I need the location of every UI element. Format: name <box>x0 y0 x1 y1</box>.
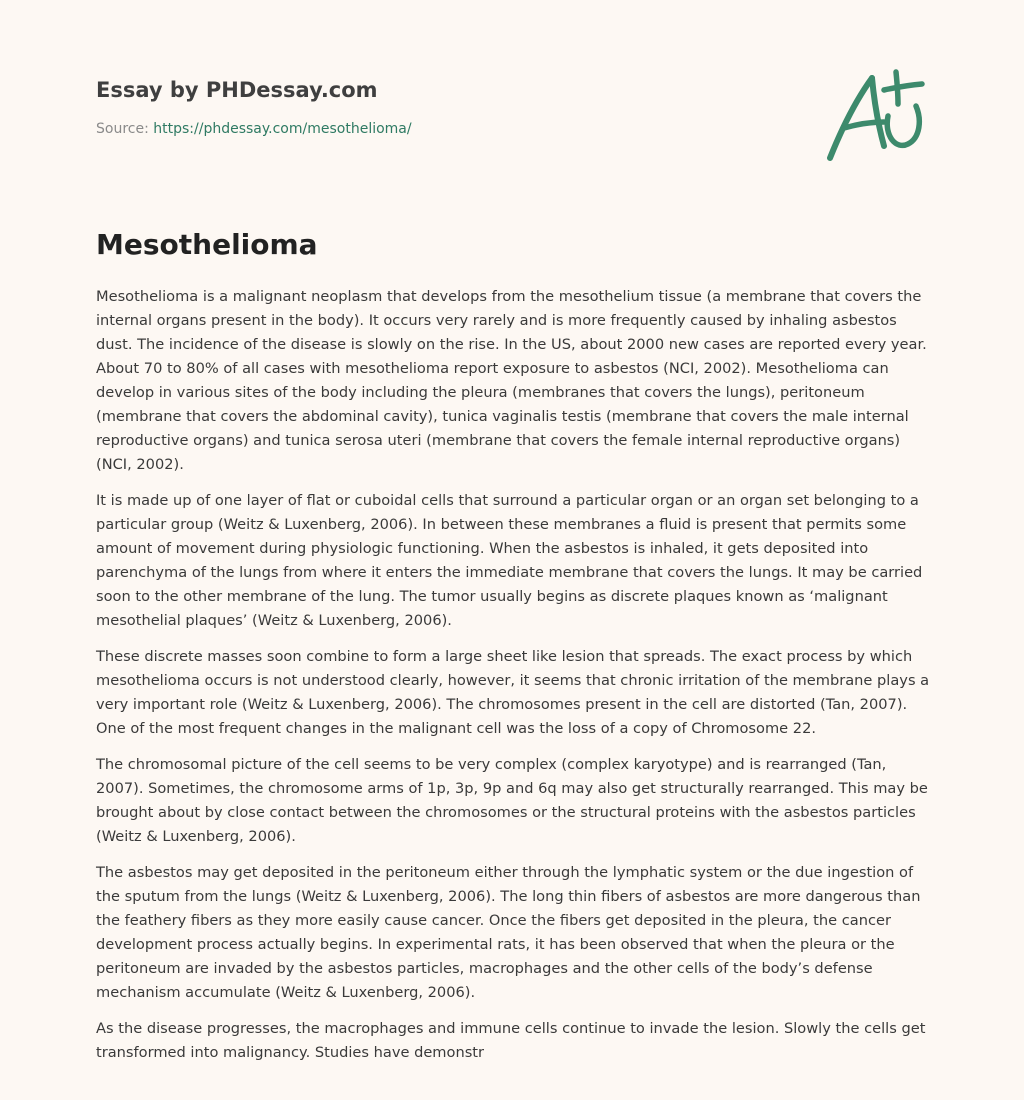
article-body <box>96 285 932 1077</box>
article-paragraph: Mesothelioma is a malignant neoplasm that develops from the mesothelium tissue (a membrane that covers the internal organs present in the body). It occurs very rarely and is more frequently caused by inhaling asbestos dust. The incidence of the disease is slowly on the rise. In the US, about 2000 new cases are reported every year. About 70 to 80% of all cases with mesothelioma report exposure to asbestos (NCI, 2002). Mesothelioma can develop in various sites of the body including the pleura (membranes that covers the lungs), peritoneum (membrane that covers the abdominal cavity), tunica vaginalis testis (membrane that covers the male internal reproductive organs) and tunica serosa uteri (membrane that covers the female internal reproductive organs) (NCI, 2002). <box>96 288 927 473</box>
article-paragraph: The chromosomal picture of the cell seems to be very complex (complex karyotype) and is rearranged (Tan, 2007). Sometimes, the chromosome arms of 1p, 3p, 9p and 6q may also get structurally rearranged. This may be brought about by close contact between the chromosomes or the structural proteins with the asbestos particles (Weitz & Luxenberg, 2006). <box>96 756 928 845</box>
article-paragraph: As the disease progresses, the macrophages and immune cells continue to invade the lesion. Slowly the cells get transformed into malignancy. Studies have demonstr <box>96 1020 926 1061</box>
source-line <box>96 119 928 139</box>
page-header <box>96 76 928 139</box>
source-link[interactable]: https://phdessay.com/mesothelioma/ <box>153 121 412 137</box>
article-paragraph: The asbestos may get deposited in the peritoneum either through the lymphatic system or the due ingestion of the sputum from the lungs (Weitz & Luxenberg, 2006). The long thin fibers of asbestos are more dangerous than the feathery fibers as they more easily cause cancer. Once the fibers get deposited in the pleura, the cancer development process actually begins. In experimental rats, it has been observed that when the pleura or the peritoneum are invaded by the asbestos particles, macrophages and the other cells of the body’s defense mechanism accumulate (Weitz & Luxenberg, 2006). <box>96 864 921 1001</box>
a-plus-logo-icon <box>822 66 928 166</box>
source-label: Source: <box>96 121 154 137</box>
site-brand: Essay by PHDessay.com <box>96 78 378 102</box>
article-paragraph: It is made up of one layer of flat or cuboidal cells that surround a particular organ or an organ set belonging to a particular group (Weitz & Luxenberg, 2006). In between these membranes a fluid is present that permits some amount of movement during physiologic functioning. When the asbestos is inhaled, it gets deposited into parenchyma of the lungs from where it enters the immediate membrane that covers the lungs. It may be carried soon to the other membrane of the lung. The tumor usually begins as discrete plaques known as ‘malignant mesothelial plaques’ (Weitz & Luxenberg, 2006). <box>96 492 923 629</box>
article-paragraph: These discrete masses soon combine to form a large sheet like lesion that spreads. The exact process by which mesothelioma occurs is not understood clearly, however, it seems that chronic irritation of the membrane plays a very important role (Weitz & Luxenberg, 2006). The chromosomes present in the cell are distorted (Tan, 2007). One of the most frequent changes in the malignant cell was the loss of a copy of Chromosome 22. <box>96 648 930 737</box>
article-title: Mesothelioma <box>96 228 318 261</box>
